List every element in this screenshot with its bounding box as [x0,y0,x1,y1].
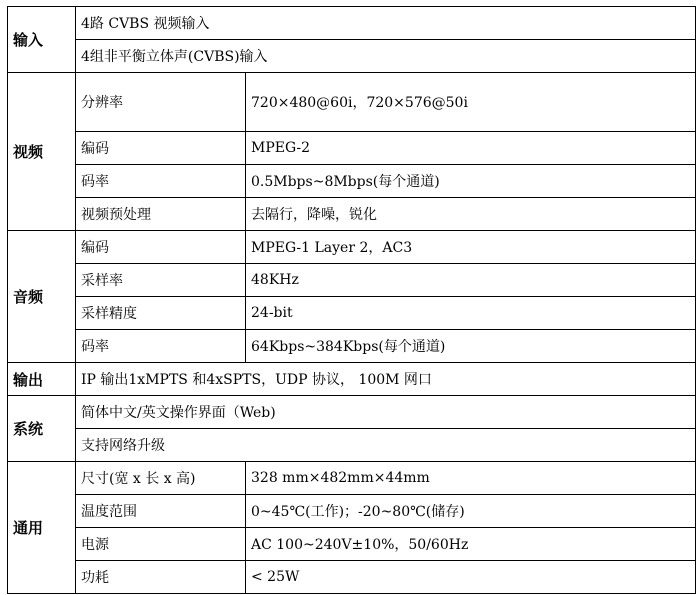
group-title-audio: 音频 [8,231,76,363]
spec-value: 48KHz [246,264,696,297]
table-row [8,198,696,231]
table-row [8,429,696,462]
input-spec-cell: 4路 CVBS 视频输入 [76,7,696,40]
table-row [8,396,696,429]
table-row [8,40,696,73]
spec-label: 码率 [76,165,246,198]
group-title-input: 输入 [8,7,76,73]
table-row [8,165,696,198]
output-spec-cell: IP 输出1xMPTS 和4xSPTS，UDP 协议， 100M 网口 [76,363,696,396]
spec-label: 温度范围 [76,495,246,528]
system-spec-cell: 支持网络升级 [76,429,696,462]
spec-value: AC 100~240V±10%，50/60Hz [246,528,696,561]
table-row [8,264,696,297]
table-row [8,73,696,132]
table-row [8,528,696,561]
spec-label: 分辨率 [76,73,246,132]
system-spec-cell: 简体中文/英文操作界面（Web) [76,396,696,429]
spec-value: 去隔行，降噪，锐化 [246,198,696,231]
spec-value: MPEG-1 Layer 2，AC3 [246,231,696,264]
table-row [8,231,696,264]
spec-value: < 25W [246,561,696,594]
table-row [8,330,696,363]
spec-label: 码率 [76,330,246,363]
table-row [8,561,696,594]
table-row [8,7,696,40]
group-title-output: 输出 [8,363,76,396]
spec-label: 编码 [76,132,246,165]
table-row [8,363,696,396]
spec-value: 64Kbps~384Kbps(每个通道) [246,330,696,363]
group-title-system: 系统 [8,396,76,462]
spec-label: 采样精度 [76,297,246,330]
spec-value: 720×480@60i，720×576@50i [246,73,696,132]
spec-label: 编码 [76,231,246,264]
table-row [8,297,696,330]
spec-label: 尺寸(宽 x 长 x 高) [76,462,246,495]
table-row [8,462,696,495]
spec-label: 视频预处理 [76,198,246,231]
group-title-video: 视频 [8,73,76,231]
spec-table [7,6,696,594]
spec-value: 0~45℃(工作)；-20~80℃(储存) [246,495,696,528]
spec-value: MPEG-2 [246,132,696,165]
spec-value: 24-bit [246,297,696,330]
table-row [8,132,696,165]
spec-value: 0.5Mbps~8Mbps(每个通道) [246,165,696,198]
table-row [8,495,696,528]
input-spec-cell: 4组非平衡立体声(CVBS)输入 [76,40,696,73]
spec-label: 功耗 [76,561,246,594]
spec-label: 电源 [76,528,246,561]
group-title-general: 通用 [8,462,76,594]
spec-label: 采样率 [76,264,246,297]
spec-value: 328 mm×482mm×44mm [246,462,696,495]
